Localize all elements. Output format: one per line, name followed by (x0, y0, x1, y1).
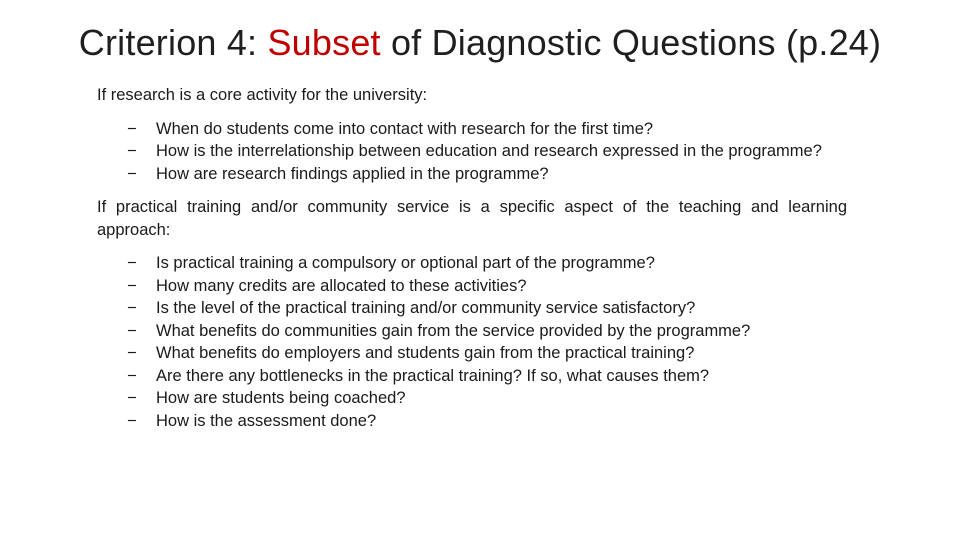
section-practical-intro: If practical training and/or community service is a specific aspect of the teaching and learning approach: (97, 198, 847, 239)
dash-bullet: − (127, 142, 137, 160)
dash-bullet: − (127, 254, 137, 272)
question-text: What benefits do employers and students gain from the practical training? (156, 344, 695, 362)
list-item (97, 118, 847, 141)
list-item (97, 342, 847, 365)
question-text: How is the interrelationship between education and research expressed in the programme? (156, 142, 822, 160)
list-item (97, 297, 847, 320)
question-text: How many credits are allocated to these activities? (156, 276, 527, 295)
list-item (97, 410, 847, 433)
list-item (97, 387, 847, 410)
question-text: Is the level of the practical training and/or community service satisfactory? (156, 299, 696, 317)
list-item (97, 275, 847, 298)
question-text: How are research findings applied in the programme? (156, 164, 549, 183)
dash-bullet: − (127, 321, 137, 340)
title-suffix: of Diagnostic Questions (p.24) (380, 22, 882, 63)
question-text: Are there any bottlenecks in the practical training? If so, what causes them? (156, 366, 710, 385)
question-text: Is practical training a compulsory or optional part of the programme? (156, 254, 655, 272)
dash-bullet: − (127, 389, 137, 407)
dash-bullet: − (127, 299, 137, 317)
question-text: How are students being coached? (156, 389, 406, 407)
dash-bullet: − (127, 366, 137, 385)
section-research-intro: If research is a core activity for the university: (97, 86, 428, 104)
title-accent-word: Subset (267, 22, 381, 63)
list-item (97, 140, 847, 163)
dash-bullet: − (127, 411, 137, 430)
document-excerpt (97, 84, 847, 432)
question-text: How is the assessment done? (156, 411, 377, 430)
slide-title (0, 22, 960, 64)
dash-bullet: − (127, 276, 137, 295)
list-item (97, 365, 847, 388)
dash-bullet: − (127, 119, 137, 138)
dash-bullet: − (127, 344, 137, 362)
question-text: What benefits do communities gain from the service provided by the programme? (156, 321, 751, 340)
practical-question-list (97, 252, 847, 432)
list-item (97, 252, 847, 275)
question-text: When do students come into contact with research for the first time? (156, 119, 654, 138)
research-question-list (97, 118, 847, 186)
title-prefix: Criterion 4: (78, 22, 268, 63)
dash-bullet: − (127, 164, 137, 183)
list-item (97, 163, 847, 186)
list-item (97, 320, 847, 343)
